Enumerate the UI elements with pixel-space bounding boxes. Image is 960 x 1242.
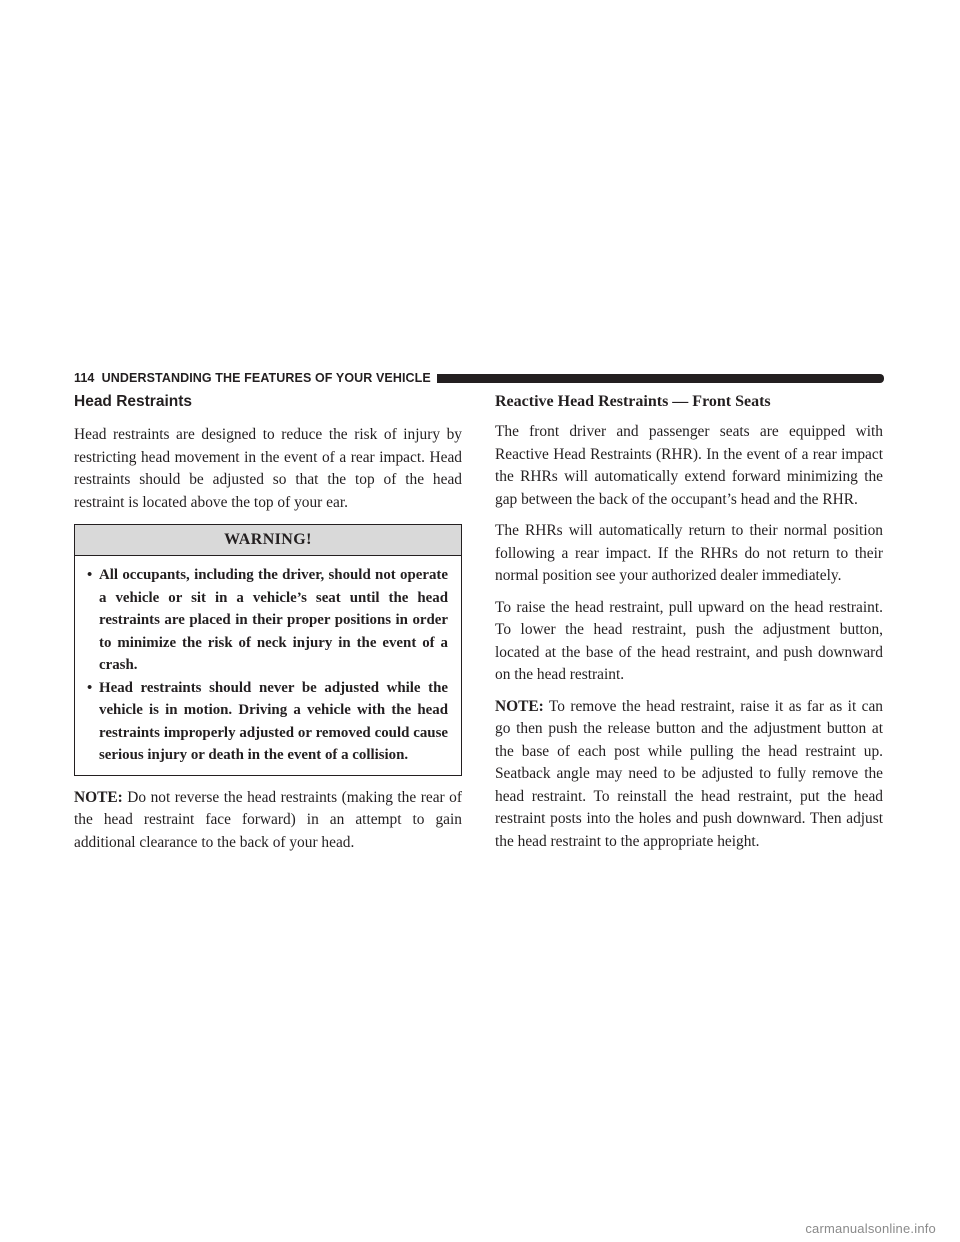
right-column <box>495 392 883 862</box>
head-restraints-intro: Head restraints are designed to reduce the risk of injury by restricting head movement in the event of a rear impact. Head restraints should be adjusted so that the top of the head restraint is located above the top of your ear. <box>74 426 462 511</box>
page-header <box>74 370 884 386</box>
section-title: UNDERSTANDING THE FEATURES OF YOUR VEHICLE <box>101 371 431 385</box>
rhr-paragraph: The front driver and passenger seats are equipped with Reactive Head Restraints (RHR). In the event of a rear impact the RHRs will automatically extend forward minimizing the gap between the back of the occupant’s head and the RHR. <box>495 423 883 508</box>
warning-item <box>87 564 448 677</box>
rhr-paragraph: The RHRs will automatically return to their normal position following a rear impact. If the RHRs do not return to their normal position see your authorized dealer immediately. <box>495 522 883 584</box>
note-label: NOTE: <box>74 788 123 806</box>
warning-list <box>75 556 461 775</box>
header-rule <box>437 374 884 383</box>
bullet-icon: • <box>87 567 93 583</box>
warning-item <box>87 677 448 767</box>
note-label: NOTE: <box>495 697 544 715</box>
note-text: To remove the head restraint, raise it as far as it can go then push the release button and the adjustment button at the base of each post while pulling the head restraint up. Seatback angle may need to be adjusted to fully remove the head restraint. To reinstall the head restraint, put the head restraint posts into the holes and push downward. Then adjust the head restraint to the appropriate height. <box>495 697 883 850</box>
rhr-paragraph: To raise the head restraint, pull upward on the head restraint. To lower the head restraint, push the adjustment button, located at the base of the head restraint, and push downward on the head restraint. <box>495 598 883 683</box>
watermark: carmanualsonline.info <box>805 1221 936 1236</box>
warning-box <box>74 524 462 776</box>
warning-item-text: All occupants, including the driver, should not operate a vehicle or sit in a vehicle’s seat until the head restraints are placed in their proper positions in order to minimize the risk of neck injury in the event of a crash. <box>99 567 448 673</box>
page-number: 114 <box>74 371 95 385</box>
head-restraints-heading: Head Restraints <box>74 393 193 410</box>
warning-item-text: Head restraints should never be adjusted while the vehicle is in motion. Driving a vehicle with the head restraints improperly adjusted or removed could cause serious injury or death in the event of a collision. <box>99 679 448 763</box>
page-header-text <box>74 371 431 385</box>
left-column <box>74 392 462 863</box>
reactive-head-restraints-heading: Reactive Head Restraints — Front Seats <box>495 393 771 410</box>
right-note <box>495 696 883 854</box>
note-text: Do not reverse the head restraints (making the rear of the head restraint face forward) in an attempt to gain additional clearance to the back of your head. <box>74 788 462 851</box>
warning-heading: WARNING! <box>75 525 461 556</box>
bullet-icon: • <box>87 679 93 696</box>
left-note <box>74 787 462 855</box>
